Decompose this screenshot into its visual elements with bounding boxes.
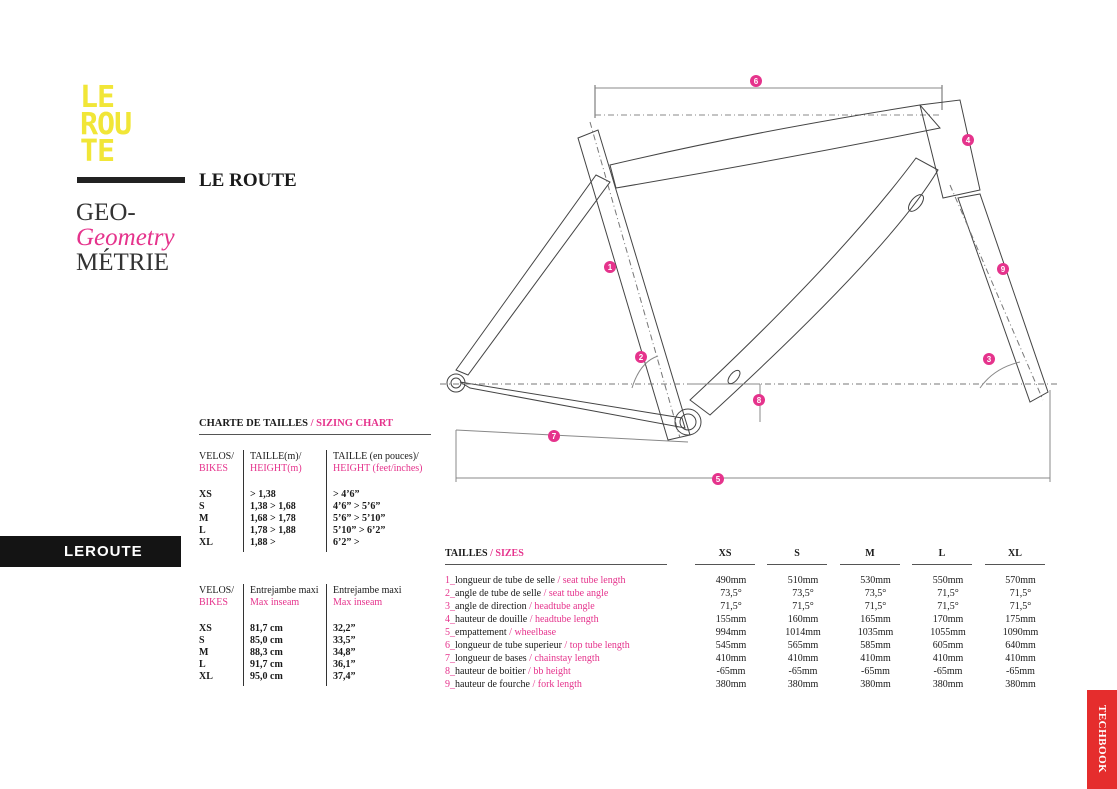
geometry-heading-en: Geometry bbox=[76, 224, 175, 251]
svg-text:6: 6 bbox=[753, 77, 759, 86]
geo-underline-label bbox=[445, 564, 667, 565]
size-col-m: M bbox=[865, 548, 875, 559]
geometry-value-cell: 410mm bbox=[860, 653, 891, 664]
logo-line-2: ROU bbox=[80, 107, 132, 142]
geometry-value-cell: 1014mm bbox=[785, 627, 821, 638]
geometry-value-cell: 410mm bbox=[1005, 653, 1036, 664]
geometry-value-cell: 71,5° bbox=[792, 601, 814, 612]
geo-underline-l bbox=[912, 564, 972, 565]
geo-underline-xl bbox=[985, 564, 1045, 565]
geometry-value-cell: 1055mm bbox=[930, 627, 966, 638]
row-number: 4 bbox=[445, 614, 450, 625]
svg-text:4: 4 bbox=[965, 136, 971, 145]
table-row: S 1,38 > 1,68 4’6” > 5’6” bbox=[199, 501, 381, 512]
size-col-l: L bbox=[938, 548, 946, 559]
marker-9 bbox=[997, 263, 1009, 275]
svg-text:2: 2 bbox=[638, 353, 644, 362]
geometry-value-cell: 1090mm bbox=[1002, 627, 1039, 638]
row-label-fr: hauteur de fourche bbox=[455, 679, 530, 690]
geometry-value-cell: -65mm bbox=[1006, 666, 1035, 677]
geometry-value-cell: 160mm bbox=[787, 614, 819, 625]
geometry-value-cell: 585mm bbox=[860, 640, 891, 651]
geometry-row-label: 1_longueur de tube de selle / seat tube length bbox=[445, 575, 626, 586]
t2-rows bbox=[199, 623, 362, 683]
frame-geometry-diagram bbox=[420, 70, 1070, 500]
title-rule bbox=[77, 177, 185, 183]
geometry-row-label: 7_longueur de bases / chainstay length bbox=[445, 653, 600, 664]
geometry-value-cell: 570mm bbox=[1005, 575, 1036, 586]
le-route-logo bbox=[80, 80, 132, 169]
geometry-row-label: 2_angle de tube de selle / seat tube angle bbox=[445, 588, 609, 599]
geometry-value-cell: -65mm bbox=[788, 666, 818, 677]
row-number: 6 bbox=[445, 640, 450, 651]
geo-underline-m bbox=[840, 564, 900, 565]
marker-7 bbox=[548, 430, 560, 442]
table-row bbox=[445, 678, 1057, 691]
logo-line-1: LE bbox=[80, 80, 115, 115]
geometry-value-cell: 380mm bbox=[1005, 679, 1036, 690]
geometry-value-cell: 165mm bbox=[860, 614, 891, 625]
logo-line-3: TE bbox=[80, 134, 115, 169]
svg-text:5: 5 bbox=[715, 475, 721, 484]
geometry-table-heading bbox=[445, 548, 524, 559]
table-row: XL 95,0 cm 37,4” bbox=[199, 671, 356, 682]
sizing-chart-heading bbox=[199, 418, 393, 429]
marker-1 bbox=[604, 261, 616, 273]
table-row bbox=[445, 639, 1057, 652]
geometry-value-cell: 73,5° bbox=[792, 588, 814, 599]
geo-underline-s bbox=[767, 564, 827, 565]
row-label-en: headtube length bbox=[534, 614, 599, 625]
geometry-value-cell: 510mm bbox=[787, 575, 819, 586]
page-title: LE ROUTE bbox=[199, 170, 297, 191]
row-label-en: fork length bbox=[537, 679, 582, 690]
geometry-value-cell: 530mm bbox=[860, 575, 891, 586]
size-col-s: S bbox=[794, 548, 800, 559]
t1-rows bbox=[199, 489, 391, 549]
svg-text:1: 1 bbox=[607, 263, 613, 272]
sizing-chart-rule bbox=[199, 434, 431, 435]
geometry-value-cell: 170mm bbox=[932, 614, 964, 625]
table-row bbox=[445, 574, 1057, 587]
t2-col-bikes: VELOS/ BIKES bbox=[199, 585, 234, 608]
geometry-value-cell: 71,5° bbox=[1009, 588, 1032, 599]
row-number: 2 bbox=[445, 588, 450, 599]
geometry-value-cell: 605mm bbox=[932, 640, 964, 651]
table-row: S 85,0 cm 33,5” bbox=[199, 635, 356, 646]
geometry-value-cell: 71,5° bbox=[937, 601, 959, 612]
size-col-xs: XS bbox=[718, 548, 732, 559]
table-row: XS 81,7 cm 32,2” bbox=[199, 623, 356, 634]
marker-3 bbox=[983, 353, 995, 365]
row-label-fr: longueur de bases bbox=[455, 653, 527, 664]
geometry-row-label: 8_hauteur de boitier / bb height bbox=[445, 666, 571, 677]
marker-5 bbox=[712, 473, 724, 485]
marker-4 bbox=[962, 134, 974, 146]
row-label-fr: longueur de tube de selle bbox=[455, 575, 555, 586]
geometry-value-cell: 73,5° bbox=[864, 588, 887, 599]
t2-col-inseam-cm: Entrejambe maxi Max inseam bbox=[250, 585, 319, 608]
table-row: M 1,68 > 1,78 5’6” > 5’10” bbox=[199, 513, 386, 524]
geometry-table-heading-sep: / bbox=[487, 548, 496, 559]
row-label-en: top tube length bbox=[569, 640, 630, 651]
geometry-table-heading-en: SIZES bbox=[495, 548, 524, 559]
geometry-value-cell: 410mm bbox=[715, 653, 747, 664]
le-route-side-badge: LEROUTE bbox=[0, 536, 181, 567]
geo-underline-xs bbox=[695, 564, 755, 565]
row-label-en: seat tube angle bbox=[548, 588, 609, 599]
geometry-value-cell: -65mm bbox=[933, 666, 963, 677]
geometry-value-cell: 1035mm bbox=[857, 627, 894, 638]
geometry-value-cell: 380mm bbox=[715, 679, 747, 690]
marker-6 bbox=[750, 75, 762, 87]
sizing-chart-heading-en: SIZING CHART bbox=[316, 418, 394, 429]
geometry-heading-fr-1: GEO- bbox=[76, 199, 136, 226]
marker-2 bbox=[635, 351, 647, 363]
row-label-en: seat tube length bbox=[562, 575, 626, 586]
sizing-chart-heading-fr: CHARTE DE TAILLES bbox=[199, 418, 308, 429]
geometry-row-label: 3_angle de direction / headtube angle bbox=[445, 601, 595, 612]
row-number: 5 bbox=[445, 627, 450, 638]
geometry-value-cell: 73,5° bbox=[720, 588, 742, 599]
geometry-value-cell: 71,5° bbox=[720, 601, 742, 612]
row-label-en: wheelbase bbox=[514, 627, 557, 638]
size-col-xl: XL bbox=[1008, 548, 1022, 559]
geometry-value-cell: 380mm bbox=[860, 679, 891, 690]
t1-col-height-ft: TAILLE (en pouces)/ HEIGHT (feet/inches) bbox=[333, 451, 423, 474]
table-row: L 91,7 cm 36,1” bbox=[199, 659, 356, 670]
geometry-value-cell: 565mm bbox=[787, 640, 819, 651]
geometry-value-cell: 71,5° bbox=[1009, 601, 1032, 612]
geometry-row-label: 9_hauteur de fourche / fork length bbox=[445, 679, 582, 690]
t2-col-inseam-in: Entrejambe maxi Max inseam bbox=[333, 585, 402, 608]
techbook-tab[interactable]: TECHBOOK bbox=[1087, 690, 1117, 789]
geometry-row-label: 5_empattement / wheelbase bbox=[445, 627, 557, 638]
row-label-fr: hauteur de boitier bbox=[455, 666, 526, 677]
geometry-value-cell: -65mm bbox=[716, 666, 746, 677]
geometry-row-label: 4_hauteur de douille / headtube length bbox=[445, 614, 599, 625]
sizing-chart-heading-sep: / bbox=[307, 418, 317, 429]
row-label-fr: angle de direction bbox=[455, 601, 527, 612]
svg-text:8: 8 bbox=[756, 396, 762, 405]
row-label-en: headtube angle bbox=[534, 601, 595, 612]
table-row bbox=[445, 652, 1057, 665]
row-number: 9 bbox=[445, 679, 450, 690]
geometry-value-cell: 640mm bbox=[1005, 640, 1036, 651]
geometry-heading bbox=[76, 200, 175, 275]
geometry-row-label: 6_longueur de tube superieur / top tube length bbox=[445, 640, 630, 651]
table-row: M 88,3 cm 34,8” bbox=[199, 647, 356, 658]
geometry-value-cell: 175mm bbox=[1005, 614, 1036, 625]
row-label-en: chainstay length bbox=[534, 653, 600, 664]
geometry-value-cell: 490mm bbox=[715, 575, 747, 586]
geometry-heading-fr-2: MÉTRIE bbox=[76, 249, 170, 276]
table-row bbox=[445, 613, 1057, 626]
t1-col-bikes: VELOS/ BIKES bbox=[199, 451, 234, 474]
geometry-value-cell: 380mm bbox=[932, 679, 964, 690]
geometry-value-cell: 545mm bbox=[715, 640, 747, 651]
row-label-fr: angle de tube de selle bbox=[455, 588, 542, 599]
svg-text:3: 3 bbox=[986, 355, 992, 364]
geometry-table bbox=[445, 574, 1057, 691]
table-row bbox=[445, 587, 1057, 600]
geometry-value-cell: 550mm bbox=[932, 575, 964, 586]
table-row: L 1,78 > 1,88 5’10” > 6’2” bbox=[199, 525, 386, 536]
t1-col-height-m: TAILLE(m)/ HEIGHT(m) bbox=[250, 451, 302, 474]
table-row: XS > 1,38 > 4’6” bbox=[199, 489, 360, 500]
row-number: 8 bbox=[445, 666, 450, 677]
row-label-fr: hauteur de douille bbox=[455, 614, 528, 625]
geometry-value-cell: 410mm bbox=[787, 653, 819, 664]
geometry-value-cell: 71,5° bbox=[937, 588, 959, 599]
svg-text:7: 7 bbox=[551, 432, 557, 441]
geometry-value-cell: -65mm bbox=[861, 666, 890, 677]
geometry-value-cell: 155mm bbox=[715, 614, 747, 625]
row-number: 3 bbox=[445, 601, 450, 612]
row-label-en: bb height bbox=[533, 666, 571, 677]
row-number: 7 bbox=[445, 653, 450, 664]
table-row bbox=[445, 600, 1057, 613]
geometry-value-cell: 410mm bbox=[932, 653, 964, 664]
table-row: XL 1,88 > 6’2” > bbox=[199, 537, 360, 548]
svg-text:9: 9 bbox=[1000, 265, 1006, 274]
marker-8 bbox=[753, 394, 765, 406]
geometry-value-cell: 71,5° bbox=[864, 601, 887, 612]
geometry-table-heading-fr: TAILLES bbox=[445, 548, 488, 559]
geometry-value-cell: 994mm bbox=[715, 627, 747, 638]
table-row bbox=[445, 665, 1057, 678]
table-row bbox=[445, 626, 1057, 639]
row-label-fr: empattement bbox=[455, 627, 507, 638]
row-number: 1 bbox=[445, 575, 450, 586]
geometry-value-cell: 380mm bbox=[787, 679, 819, 690]
row-label-fr: longueur de tube superieur bbox=[455, 640, 562, 651]
